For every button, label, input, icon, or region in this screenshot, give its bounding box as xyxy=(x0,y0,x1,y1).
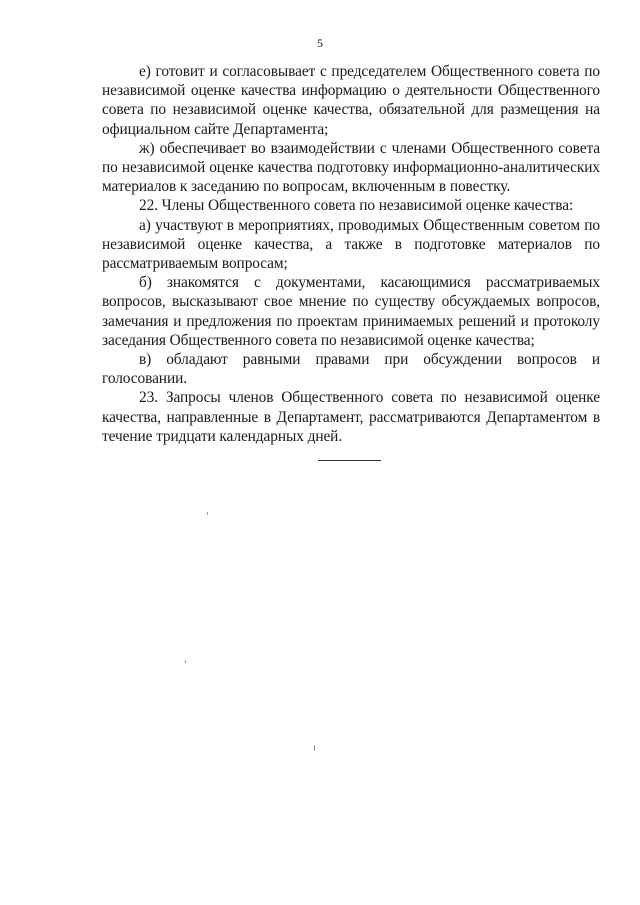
paragraph-22: 22. Члены Общественного совета по независимой оценке качества: xyxy=(139,197,574,215)
end-separator-line xyxy=(318,460,381,461)
paragraph-e: е) готовит и согласовывает с председателем Общественного совета по независимой оценке качества информацию о деятельности Общественного совета по независимой оценке качества, обязательной для размещения на официальном сайте Департамента; xyxy=(102,63,600,138)
paragraph-23: 23. Запросы членов Общественного совета по независимой оценке качества, направленные в Департамент, рассматриваются Департаментом в течение тридцати календарных дней. xyxy=(102,389,600,445)
paragraph-zh: ж) обеспечивает во взаимодействии с членами Общественного совета по независимой оценке качества подготовку информационно-аналитических материалов к заседанию по вопросам, включенным в повестку. xyxy=(102,139,600,196)
paragraph-22a: а) участвуют в мероприятиях, проводимых Общественным советом по независимой оценке качества, а также в подготовке материалов по рассматриваемым вопросам; xyxy=(102,216,600,273)
paragraph-22v: в) обладают равными правами при обсуждении вопросов и голосовании. xyxy=(102,351,600,388)
scan-speck xyxy=(207,512,208,515)
page-number: 5 xyxy=(317,36,323,50)
paragraph-22b: б) знакомятся с документами, касающимися рассматриваемых вопросов, высказывают свое мнение по существу обсуждаемых вопросов, замечания и предложения по проектам принимаемых решений и протоколу заседания Общественного совета по независимой оценке качества; xyxy=(102,274,600,349)
scan-speck xyxy=(314,745,315,751)
scan-speck xyxy=(185,660,186,663)
document-body xyxy=(102,62,600,446)
